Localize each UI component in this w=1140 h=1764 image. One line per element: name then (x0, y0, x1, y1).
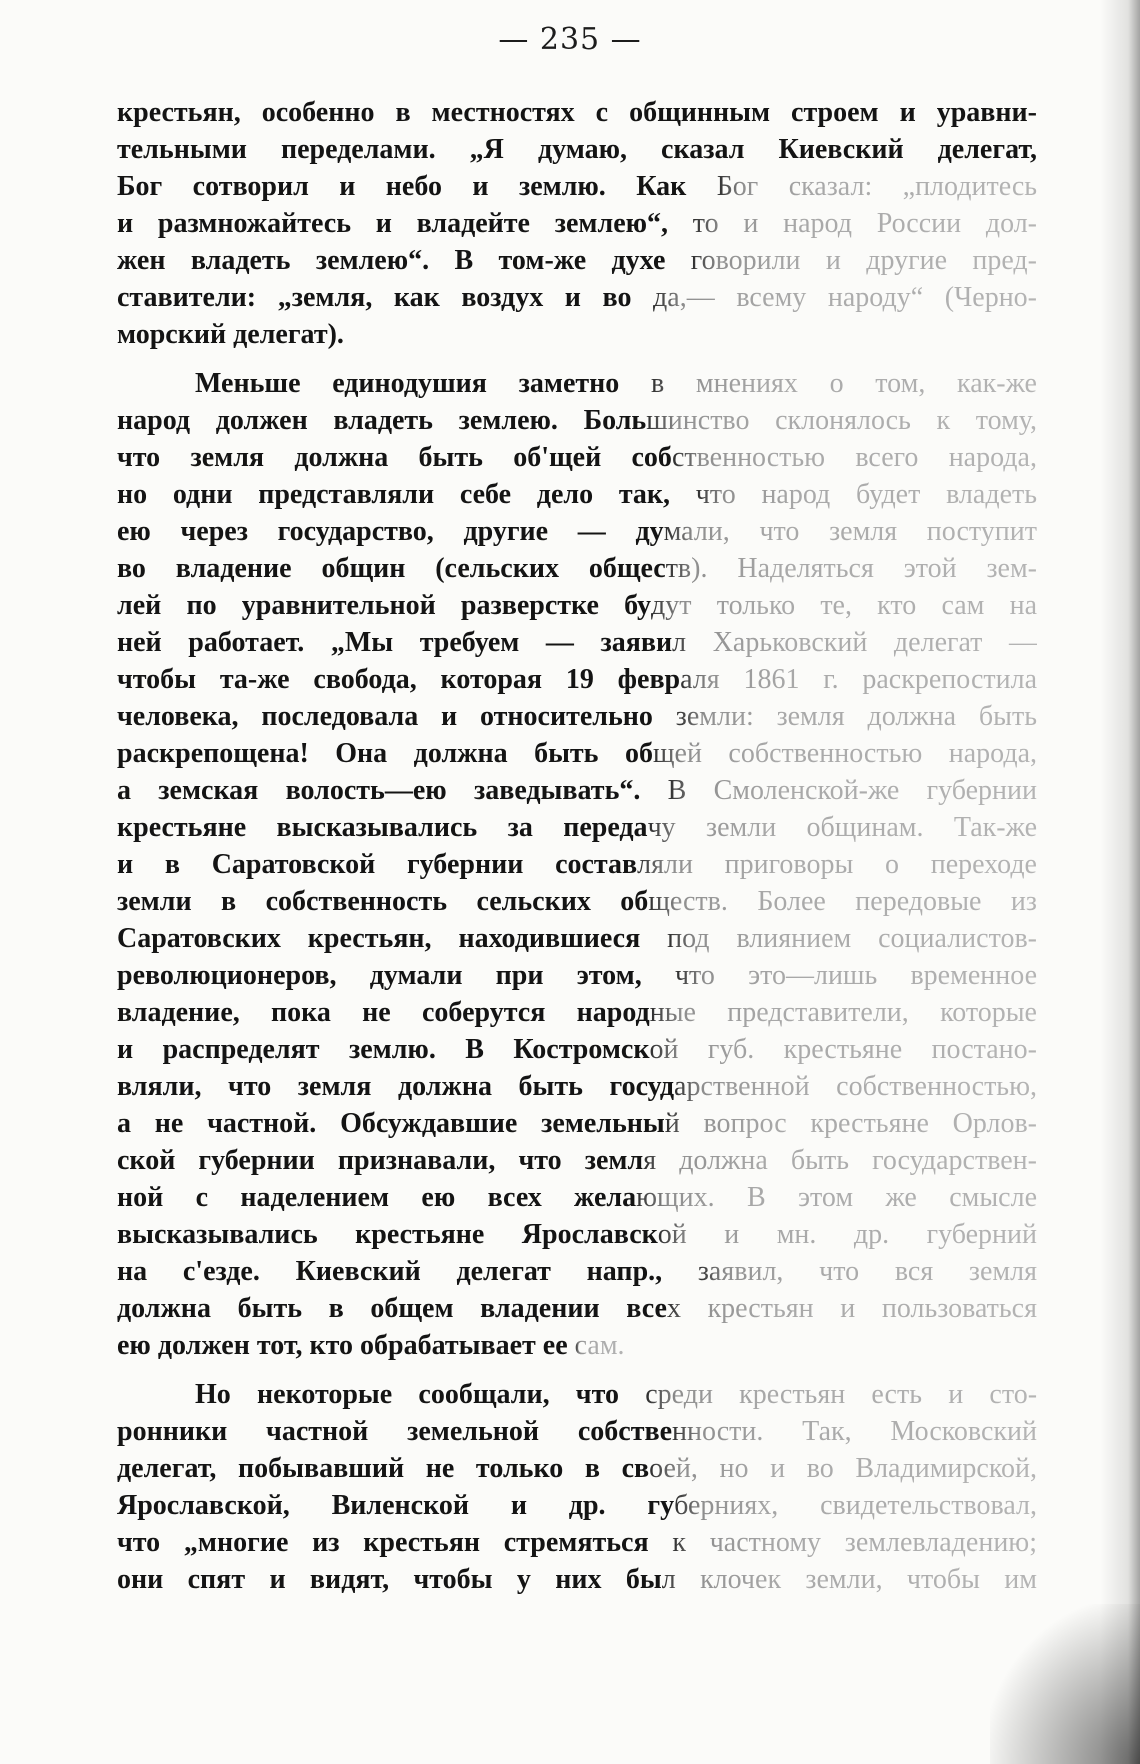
text-line: лей по уравнительной разверстке будут только те, кто сам на (117, 590, 1037, 621)
page-number: — 235 — (498, 22, 642, 57)
text-line: земли в собственность сельских обществ. Более передовые из (117, 886, 1037, 917)
text-line: крестьян, особенно в местностях с общинным строем и уравни- (117, 97, 1037, 128)
text-line: а земская волость—ею заведывать“. В Смоленской-же губернии (117, 775, 1037, 806)
paragraph-3 (117, 1376, 1037, 1598)
text-line: вляли, что земля должна быть государственной собственностью, (117, 1071, 1037, 1102)
text-line: раскрепощена! Она должна быть общей собственностью народа, (117, 738, 1037, 769)
paragraph-2 (117, 365, 1037, 1364)
text-line: Ярославской, Виленской и др. губерниях, свидетельствовал, (117, 1490, 1037, 1521)
text-line: но одни представляли себе дело так, что народ будет владеть (117, 479, 1037, 510)
text-line: ею должен тот, кто обрабатывает ее сам. (117, 1330, 625, 1361)
text-line: ставители: „земля, как воздух и во да,— всему народу“ (Черно- (117, 282, 1037, 313)
text-line: ней работает. „Мы требуем — заявил Харьковский делегат — (117, 627, 1037, 658)
text-line: и размножайтесь и владейте землею“, то и народ России дол- (117, 208, 1037, 239)
text-line: и распределят землю. В Костромской губ. крестьяне постано- (117, 1034, 1037, 1065)
text-line: народ должен владеть землею. Большинство склонялось к тому, (117, 405, 1037, 436)
text-line: тельными переделами. „Я думаю, сказал Киевский делегат, (117, 134, 1037, 165)
text-line: а не частной. Обсуждавшие земельный вопрос крестьяне Орлов- (117, 1108, 1037, 1139)
text-line: революционеров, думали при этом, что это—лишь временное (117, 960, 1037, 991)
text-line: ронники частной земельной собственности. Так, Московский (117, 1416, 1037, 1447)
text-line: что земля должна быть об'щей собственностью всего народа, (117, 442, 1037, 473)
page-corner-shadow (990, 1604, 1140, 1764)
text-line: Меньше единодушия заметно в мнениях о том, как-же (195, 368, 1037, 399)
text-line: делегат, побывавший не только в своей, но и во Владимирской, (117, 1453, 1037, 1484)
text-line: владение, пока не соберутся народные представители, которые (117, 997, 1037, 1028)
text-line: Саратовских крестьян, находившиеся под влиянием социалистов- (117, 923, 1037, 954)
text-line: высказывались крестьяне Ярославской и мн. др. губерний (117, 1219, 1037, 1250)
text-line: и в Саратовской губернии составляли приговоры о переходе (117, 849, 1037, 880)
text-line: крестьяне высказывались за передачу земли общинам. Так-же (117, 812, 1037, 843)
paragraph-1 (117, 94, 1037, 353)
text-line: должна быть в общем владении всех крестьян и пользоваться (117, 1293, 1037, 1324)
text-line: на с'езде. Киевский делегат напр., заявил, что вся земля (117, 1256, 1037, 1287)
text-line: чтобы та-же свобода, которая 19 февраля 1861 г. раскрепостила (117, 664, 1037, 695)
text-line: человека, последовала и относительно земли: земля должна быть (117, 701, 1037, 732)
text-line: Бог сотворил и небо и землю. Как Бог сказал: „плодитесь (117, 171, 1037, 202)
text-line: они спят и видят, чтобы у них был клочек земли, чтобы им (117, 1564, 1037, 1595)
body-text (117, 94, 1037, 1598)
page-edge-shadow (1100, 0, 1140, 1764)
text-line: во владение общин (сельских обществ). Наделяться этой зем- (117, 553, 1037, 584)
text-line: морский делегат). (117, 319, 344, 350)
text-line: ной с наделением ею всех желающих. В этом же смысле (117, 1182, 1037, 1213)
text-line: ской губернии признавали, что земля должна быть государствен- (117, 1145, 1037, 1176)
text-line: ею через государство, другие — думали, что земля поступит (117, 516, 1037, 547)
text-line: Но некоторые сообщали, что среди крестьян есть и сто- (195, 1379, 1037, 1410)
text-line: жен владеть землею“. В том-же духе говорили и другие пред- (117, 245, 1037, 276)
text-line: что „многие из крестьян стремяться к частному землевладению; (117, 1527, 1037, 1558)
